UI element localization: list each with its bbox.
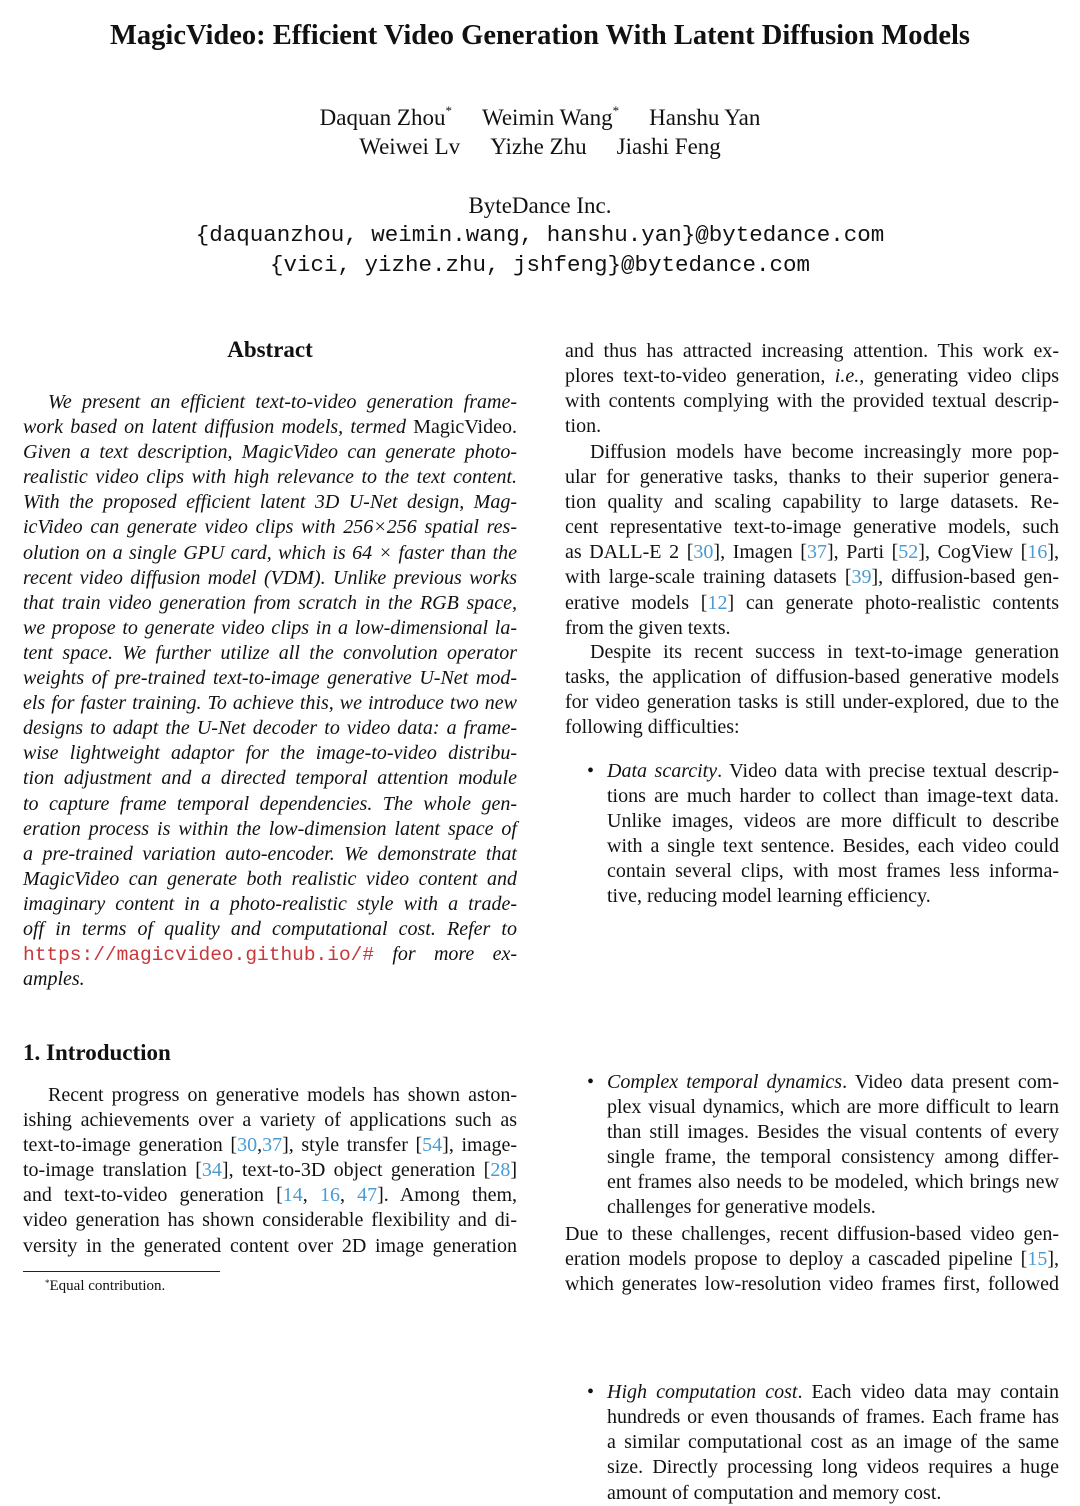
bullet-computation-cost: [565, 1380, 1059, 1505]
text-line: amount of computation and memory cost.: [607, 1481, 942, 1504]
footnote-divider: [23, 1271, 220, 1272]
citation-link[interactable]: 16: [1027, 541, 1048, 564]
text-line: for video generation tasks is still under-explored, due to the: [565, 691, 1059, 714]
citation-link[interactable]: 30: [237, 1134, 258, 1157]
text-line: realistic video clips with high relevance to the text content.: [23, 466, 517, 489]
text-line: tions are much harder to collect than image-text data.: [607, 785, 1059, 808]
abstract-heading: Abstract: [227, 337, 313, 362]
bullet-icon: •: [587, 1070, 595, 1093]
citation-link[interactable]: 47: [357, 1184, 378, 1207]
author-name: [359, 134, 460, 159]
text-line: a pre-trained variation auto-encoder. We demonstrate that: [23, 842, 517, 865]
right-paragraph-1: [565, 339, 1059, 439]
email-line-1: {daquanzhou, weimin.wang, hanshu.yan}@bytedance.com: [195, 222, 885, 248]
author-name-text: Yizhe Zhu: [490, 134, 587, 159]
citation-link[interactable]: 12: [707, 591, 728, 614]
text-line: Recent progress on generative models has shown aston-: [48, 1084, 517, 1106]
text-line: amples.: [23, 968, 85, 991]
text-line: olution on a single GPU card, which is 64 × faster than the: [23, 541, 517, 564]
author-name-text: Hanshu Yan: [649, 105, 761, 130]
equal-contribution-mark: *: [612, 103, 620, 118]
bullet-icon: •: [587, 760, 595, 782]
citation-link[interactable]: 14: [282, 1184, 303, 1207]
text-line: Due to these challenges, recent diffusion-based video gen-: [565, 1223, 1059, 1245]
author-name-text: Weimin Wang: [481, 105, 613, 130]
text-line: ishing achievements over a variety of applications such as: [23, 1109, 517, 1132]
author-name-text: Weiwei Lv: [359, 134, 461, 159]
text-line: We present an efficient text-to-video generation frame-: [48, 391, 517, 413]
text-line: plex visual dynamics, which are more difficult to learn: [607, 1095, 1059, 1118]
citation-link[interactable]: 54: [422, 1134, 443, 1157]
text-line: Despite its recent success in text-to-image generation: [590, 641, 1059, 663]
text-line: tasks, the application of diffusion-based generative models: [565, 666, 1059, 689]
text-line: icVideo can generate video clips with 256×256 spatial res-: [23, 516, 517, 539]
footnote: [45, 1278, 165, 1295]
text-line: els for faster training. To achieve this, we introduce two new: [23, 692, 517, 715]
citation-link[interactable]: 52: [898, 541, 919, 564]
citation-link[interactable]: 37: [806, 541, 827, 564]
right-paragraph-3: [565, 640, 1059, 740]
bullet-text: [607, 1070, 1059, 1221]
text-line: with a single text sentence. Besides, each video could: [607, 835, 1059, 858]
text-line: versity in the generated content over 2D image generation: [23, 1234, 517, 1257]
text-line: with contents complying with the provided textual descrip-: [565, 390, 1059, 413]
text-line: with large-scale training datasets [39], diffusion-based gen-: [565, 566, 1060, 589]
text-line: hundreds or even thousands of frames. Each frame has: [607, 1406, 1059, 1429]
text-line: designs to adapt the U-Net decoder to video data: a frame-: [23, 717, 517, 740]
bullet-text: [607, 759, 1059, 910]
citation-link[interactable]: 28: [490, 1159, 511, 1182]
text-line: tive, reducing model learning efficiency.: [607, 885, 931, 908]
author-name: [649, 105, 760, 130]
text-line: text-to-image generation [30,37], style transfer [54], image-: [23, 1134, 517, 1157]
text-line: Complex temporal dynamics. Video data present com-: [607, 1070, 1059, 1093]
text-line: wise lightweight adaptor for the image-to-video distribu-: [23, 742, 517, 765]
footnote-mark: *: [45, 1278, 50, 1288]
text-line: recent video diffusion model (VDM). Unlike previous works: [23, 566, 517, 589]
author-name: [482, 105, 619, 130]
paper-title: MagicVideo: Efficient Video Generation With Latent Diffusion Models: [110, 20, 970, 51]
right-paragraph-2: [565, 440, 1059, 641]
text-line: following difficulties:: [565, 716, 740, 739]
citation-link[interactable]: 15: [1027, 1248, 1048, 1271]
text-line: tion adjustment and a directed temporal attention module: [23, 767, 517, 790]
citation-link[interactable]: 37: [262, 1134, 283, 1157]
bullet-icon: •: [587, 1381, 595, 1404]
text-line: tion.: [565, 415, 602, 438]
text-line: size. Directly processing long videos requires a huge: [607, 1456, 1059, 1479]
text-line: single frame, the temporal consistency among differ-: [607, 1145, 1059, 1168]
text-line: and text-to-video generation [14, 16, 47]. Among them,: [23, 1184, 517, 1207]
text-line: MagicVideo can generate both realistic video content and: [23, 867, 517, 890]
text-line: plores text-to-video generation, i.e., generating video clips: [565, 365, 1059, 388]
abstract-body: [23, 390, 517, 992]
text-line: eration models propose to deploy a cascaded pipeline [15],: [565, 1248, 1059, 1271]
text-line: cent representative text-to-image generative models, such: [565, 516, 1059, 539]
text-line: off in terms of quality and computational cost. Refer to: [23, 917, 517, 940]
author-name-text: Daquan Zhou: [319, 105, 446, 130]
introduction-heading: 1. Introduction: [23, 1040, 171, 1065]
text-line: Unlike images, videos are more difficult to describe: [607, 810, 1059, 833]
text-line: work based on latent diffusion models, termed MagicVideo.: [23, 416, 517, 439]
bullet-text: [607, 1380, 1059, 1505]
author-row-2: [0, 134, 1080, 160]
bullet-data-scarcity: [565, 759, 1059, 910]
text-line: video generation has shown considerable flexibility and di-: [23, 1209, 517, 1232]
author-name: [320, 105, 452, 130]
text-line: Diffusion models have become increasingly more pop-: [590, 441, 1059, 463]
text-line: ular for generative tasks, thanks to their superior genera-: [565, 466, 1059, 489]
citation-link[interactable]: 39: [851, 566, 872, 589]
text-line: as DALL-E 2 [30], Imagen [37], Parti [52], CogView [16],: [565, 541, 1059, 564]
text-line: erative models [12] can generate photo-realistic contents: [565, 591, 1059, 614]
author-name-text: Jiashi Feng: [616, 134, 721, 159]
footnote-text: Equal contribution.: [49, 1278, 166, 1294]
right-paragraph-4: [565, 1222, 1059, 1297]
text-line: contain several clips, with most frames less informa-: [607, 860, 1059, 883]
text-line: a similar computational cost as an image of the same: [607, 1431, 1059, 1454]
text-line: than still images. Besides the visual contents of every: [607, 1120, 1059, 1143]
text-line: High computation cost. Each video data may contain: [607, 1381, 1059, 1404]
introduction-body: [23, 1083, 517, 1259]
text-line: and thus has attracted increasing attention. This work ex-: [565, 340, 1059, 362]
text-line: eration process is within the low-dimension latent space of: [23, 817, 517, 840]
text-line: which generates low-resolution video frames first, followed: [565, 1273, 1059, 1296]
text-line: challenges for generative models.: [607, 1196, 876, 1219]
text-line: https://magicvideo.github.io/# for more ex-: [23, 943, 517, 967]
author-row-1: [0, 105, 1080, 131]
affiliation: ByteDance Inc.: [468, 193, 612, 218]
text-line: ent frames also needs to be modeled, which brings new: [607, 1170, 1059, 1193]
email-line-2: {vici, yizhe.zhu, jshfeng}@bytedance.com: [269, 252, 811, 278]
text-line: With the proposed efficient latent 3D U-Net design, Mag-: [23, 491, 517, 514]
author-name: [617, 134, 721, 159]
text-line: imaginary content in a photo-realistic style with a trade-: [23, 892, 517, 915]
citation-link[interactable]: 30: [693, 541, 714, 564]
text-line: Given a text description, MagicVideo can generate photo-: [23, 441, 517, 464]
text-line: to capture frame temporal dependencies. The whole gen-: [23, 792, 517, 815]
text-line: weights of pre-trained text-to-image generative U-Net mod-: [23, 667, 517, 690]
text-line: that train video generation from scratch in the RGB space,: [23, 591, 517, 614]
author-name: [490, 134, 586, 159]
bullet-temporal-dynamics: [565, 1070, 1059, 1221]
citation-link[interactable]: 16: [319, 1184, 340, 1207]
equal-contribution-mark: *: [445, 103, 452, 118]
text-line: we propose to generate video clips in a low-dimensional la-: [23, 616, 517, 639]
text-line: Data scarcity. Video data with precise textual descrip-: [607, 760, 1059, 782]
text-line: tion quality and scaling capability to large datasets. Re-: [565, 491, 1059, 514]
text-line: to-image translation [34], text-to-3D object generation [28]: [23, 1159, 517, 1182]
project-link[interactable]: https://magicvideo.github.io/#: [23, 944, 375, 967]
text-line: tent space. We further utilize all the convolution operator: [23, 641, 517, 664]
citation-link[interactable]: 34: [201, 1159, 222, 1182]
text-line: from the given texts.: [565, 616, 731, 639]
